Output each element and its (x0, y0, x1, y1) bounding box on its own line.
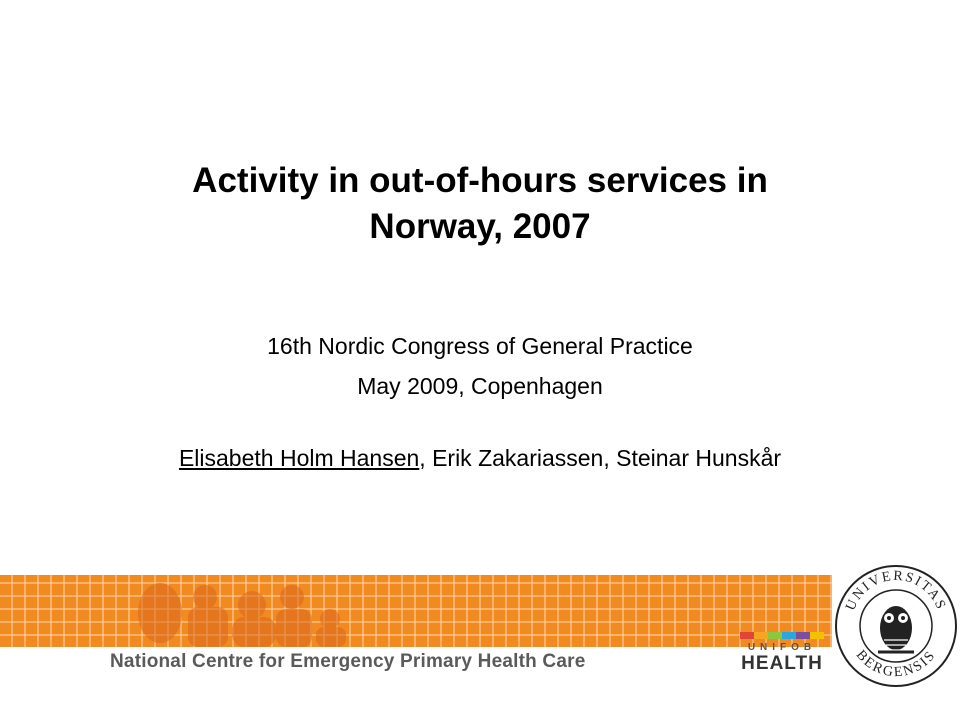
unifob-word: UNIFOB (747, 642, 817, 653)
people-silhouette-graphic (0, 575, 832, 647)
author-list (60, 438, 900, 478)
slide-title (100, 158, 860, 250)
unifob-bar-orange (754, 632, 768, 639)
unifob-health-word: HEALTH (741, 653, 823, 674)
subtitle (80, 326, 880, 406)
congress-date-place: May 2009, Copenhagen (357, 373, 603, 399)
unifob-bar-yellow (810, 632, 824, 639)
presenting-author: Elisabeth Holm Hansen (178, 445, 420, 471)
co-authors: , Erik Zakariassen, Steinar Hunskår (419, 445, 782, 471)
centre-name: National Centre for Emergency Primary Health Care (110, 651, 586, 672)
unifob-bar-blue (782, 632, 796, 639)
title-line-1: Activity in out-of-hours services in (192, 161, 768, 200)
unifob-bar-green (768, 632, 782, 639)
unifob-bar-red (740, 632, 754, 639)
university-seal-icon (834, 548, 958, 698)
unifob-bar-purple (796, 632, 810, 639)
congress-name: 16th Nordic Congress of General Practice (267, 333, 693, 359)
header-banner-image (0, 575, 832, 647)
unifob-health-logo (740, 632, 824, 674)
title-line-2: Norway, 2007 (369, 207, 591, 246)
svg-text:BERGENSIS: BERGENSIS (852, 647, 940, 681)
svg-text:UNIVERSITAS: UNIVERSITAS (843, 568, 949, 614)
unifob-color-bars (740, 632, 824, 639)
